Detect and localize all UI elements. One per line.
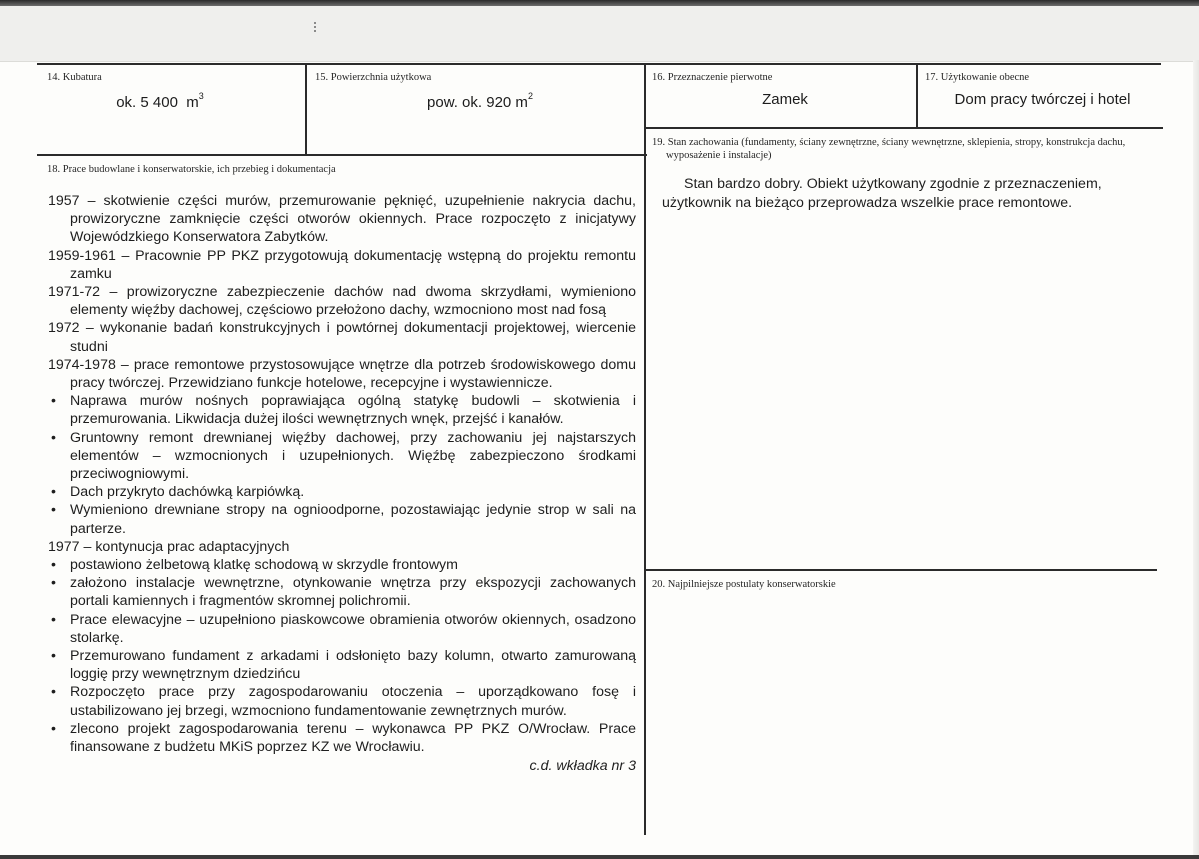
section-19-content <box>662 175 1142 213</box>
rule-top <box>37 63 1161 65</box>
current-use-value: Dom pracy twórczej i hotel <box>954 91 1131 108</box>
scan-right-edge <box>1193 60 1199 855</box>
bullet-text: założono instalacje wewnętrzne, otynkowanie wnętrza przy ekspozycji zachowanych portali kamiennych i fragmentów skromnej polichromii. <box>70 575 636 610</box>
section-20-label: 20. Najpilniejsze postulaty konserwatorskie <box>652 579 836 590</box>
history-bullet <box>48 611 636 647</box>
section-14-label: 14. Kubatura <box>47 72 102 83</box>
bullet-text: Naprawa murów nośnych poprawiająca ogólną statykę budowli – skotwienia i przemurowania. Likwidacja dużej ilości wewnętrznych wnęk, przejść i kanałów. <box>70 393 636 428</box>
original-purpose-value: Zamek <box>762 91 808 108</box>
history-entry: 1959-1961 – Pracownie PP PKZ przygotowują dokumentację wstępną do projektu remontu zamku <box>48 247 636 282</box>
bullet-text: Wymieniono drewniane stropy na ognioodporne, pozostawiając jedynie strop w sali na parterze. <box>70 502 636 537</box>
bullet-text: Gruntowny remont drewnianej więźby dachowej, przy zachowaniu jej najstarszych elementów – wzmocnionych i uzupełnionych. Więźbę zabezpieczono środkami przeciwogniowymi. <box>70 429 636 483</box>
bullet-text: Prace elewacyjne – uzupełniono piaskowcowe obramienia otworów okiennych, osadzono stolarkę. <box>70 611 636 646</box>
bullet-icon: • <box>51 393 56 410</box>
cubature-unit-exponent: 3 <box>198 91 204 101</box>
history-entry: 1974-1978 – prace remontowe przystosowujące wnętrze dla potrzeb środowiskowego domu pracy twórczej. Przewidziano funkcje hotelowe, recepcyjne i wystawiennicze. <box>48 356 636 392</box>
bullet-icon: • <box>51 684 56 701</box>
rule-14-15-divider <box>305 63 307 156</box>
history-bullet <box>48 429 636 484</box>
history-bullet <box>48 683 636 719</box>
history-entry: 1977 – kontynucja prac adaptacyjnych <box>48 538 290 555</box>
history-entry: 1971-72 – prowizoryczne zabezpieczenie dachów nad dwoma skrzydłami, wymieniono elementy więźby dachowej, częściowo przełożono dachy, wzmocniono most nad fosą <box>48 284 636 319</box>
bullet-text: Dach przykryto dachówką karpiówką. <box>70 484 305 501</box>
history-bullet <box>48 501 636 537</box>
section-15-label: 15. Powierzchnia użytkowa <box>315 72 432 83</box>
rule-main-divider <box>644 63 646 835</box>
scan-bottom-edge <box>0 855 1199 859</box>
bullet-icon: • <box>51 557 56 574</box>
bullet-text: Rozpoczęto prace przy zagospodarowaniu otoczenia – uporządkowano fosę i ustabilizowano jej brzegi, wzmocniono fundamentowanie zewnętrznych murów. <box>70 684 636 719</box>
section-18-label: 18. Prace budowlane i konserwatorskie, ich przebieg i dokumentacja <box>47 164 336 175</box>
bullet-text: zlecono projekt zagospodarowania terenu – wykonawca PP PKZ O/Wrocław. Prace finansowane z budżetu MKiS poprzez KZ we Wrocławiu. <box>70 720 636 756</box>
rule-19-bottom <box>645 569 1157 571</box>
rule-14-15-bottom <box>37 154 647 156</box>
history-bullet <box>48 392 636 428</box>
bullet-icon: • <box>51 502 56 519</box>
section-20-content <box>652 600 1152 820</box>
bullet-text: postawiono żelbetową klatkę schodową w skrzydle frontowym <box>70 557 458 574</box>
section-17-label: 17. Użytkowanie obecne <box>925 72 1030 83</box>
condition-text: Stan bardzo dobry. Obiekt użytkowany zgodnie z przeznaczeniem, użytkownik na bieżąco przeprowadza wszelkie prace remontowe. <box>662 176 1102 211</box>
section-18-content <box>48 192 636 776</box>
rule-16-17-divider <box>916 63 918 129</box>
punch-mark <box>314 22 318 32</box>
bullet-icon: • <box>51 484 56 501</box>
continued-note: c.d. wkładka nr 3 <box>529 758 636 775</box>
scan-header-strip <box>0 6 1199 62</box>
section-19-label: 19. Stan zachowania (fundamenty, ściany zewnętrzne, ściany wewnętrzne, sklepienia, stropy, konstrukcja dachu, wyposażenie i instalacje) <box>652 137 1126 161</box>
history-bullet <box>48 556 636 574</box>
history-bullet <box>48 647 636 683</box>
history-bullet <box>48 483 636 501</box>
bullet-text: Przemurowano fundament z arkadami i odsłonięto bazy kolumn, otwarto zamurowaną loggię przy wewnętrznym dziedzińcu <box>70 648 636 683</box>
section-14-value <box>60 91 260 111</box>
area-unit-exponent: 2 <box>527 91 533 101</box>
section-16-label: 16. Przeznaczenie pierwotne <box>652 72 773 83</box>
history-bullet <box>48 574 636 610</box>
history-entry: 1957 – skotwienie części murów, przemurowanie pęknięć, uzupełnienie nakrycia dachu, prowizoryczne zamknięcie części otworów okiennych. Prace rozpoczęto z inicjatywy Wojewódzkiego Konserwatora Zabytków. <box>48 193 636 246</box>
bullet-icon: • <box>51 575 56 592</box>
bullet-icon: • <box>51 648 56 665</box>
bullet-icon: • <box>51 429 56 446</box>
section-15-value <box>380 91 580 111</box>
rule-16-17-bottom <box>645 127 1163 129</box>
bullet-icon: • <box>51 720 56 737</box>
bullet-icon: • <box>51 611 56 628</box>
history-entry: 1972 – wykonanie badań konstrukcyjnych i powtórnej dokumentacji projektowej, wiercenie studni <box>48 320 636 355</box>
cubature-value: ok. 5 400 m <box>116 94 199 111</box>
usable-area-value: pow. ok. 920 m <box>427 94 528 111</box>
history-bullet <box>48 720 636 756</box>
